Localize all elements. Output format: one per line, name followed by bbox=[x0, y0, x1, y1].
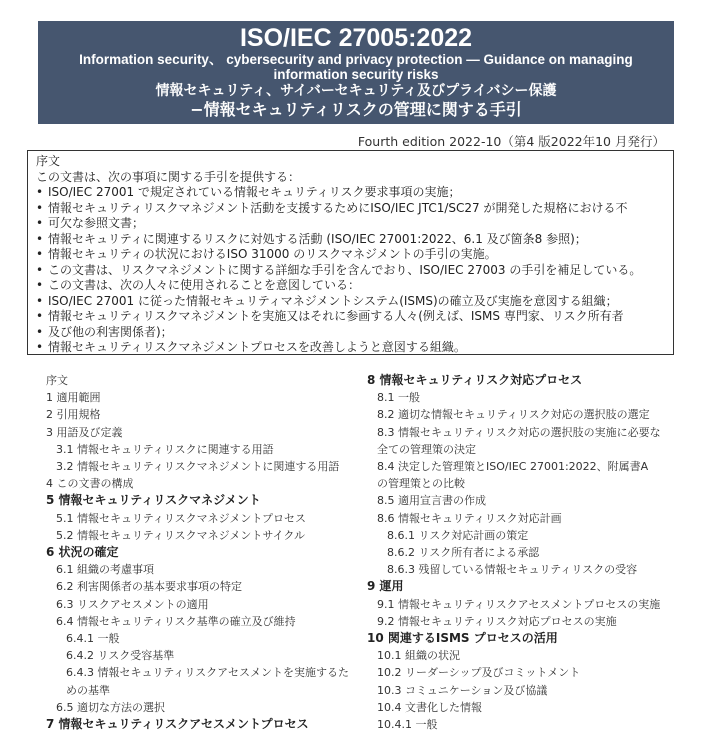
toc-entry[interactable]: 9.1 情報セキュリティリスクアセスメントプロセスの実施 bbox=[377, 597, 661, 611]
toc-entry[interactable]: 6.5 適切な方法の選択 bbox=[56, 700, 165, 714]
table-of-contents-left-column bbox=[46, 372, 366, 733]
toc-entry[interactable]: 序文 bbox=[46, 374, 68, 387]
toc-entry[interactable]: 6.4.1 一般 bbox=[66, 632, 120, 646]
subtitle-japanese-line2: −情報セキュリティリスクの管理に関する手引 bbox=[190, 100, 522, 119]
toc-entry[interactable]: 3.1 情報セキュリティリスクに関連する用語 bbox=[56, 442, 274, 456]
toc-entry[interactable]: 6.2 利害関係者の基本要求事項の特定 bbox=[56, 580, 242, 594]
toc-entry[interactable]: 8.6.3 残留している情報セキュリティリスクの受容 bbox=[387, 563, 638, 577]
toc-entry[interactable]: 6.4 情報セキュリティリスク基準の確立及び維持 bbox=[56, 614, 296, 628]
toc-entry[interactable]: 10.3 コミュニケーション及び協議 bbox=[377, 683, 548, 697]
toc-entry[interactable]: 10.2 リーダーシップ及びコミットメント bbox=[377, 666, 581, 680]
preface-bullet: • 情報セキュリティリスクマネジメントプロセスを改善しようと意図する組織。 bbox=[36, 340, 673, 356]
toc-entry[interactable]: 8.4 決定した管理策とISO/IEC 27001:2022、附属書A bbox=[377, 460, 649, 474]
toc-entry[interactable]: 3 用語及び定義 bbox=[46, 425, 123, 439]
toc-entry[interactable]: 4 この文書の構成 bbox=[46, 477, 134, 491]
preface-bullet: • ISO/IEC 27001 に従った情報セキュリティマネジメントシステム(ISMS)の確立及び実施を意図する組織； bbox=[36, 294, 673, 310]
preface-bullet: • 情報セキュリティに関連するリスクに対処する活動 (ISO/IEC 27001:2022、6.1 及び箇条8 参照)； bbox=[36, 232, 673, 248]
toc-entry[interactable]: 8 情報セキュリティリスク対応プロセス bbox=[367, 373, 583, 387]
toc-entry[interactable]: 6 状況の確定 bbox=[46, 545, 119, 560]
preface-bullet: • 及び他の利害関係者)； bbox=[36, 325, 673, 341]
document-title-banner bbox=[38, 21, 674, 124]
toc-entry[interactable]: 2 引用規格 bbox=[46, 408, 101, 422]
toc-entry[interactable]: 全ての管理策の決定 bbox=[377, 442, 476, 456]
toc-entry[interactable]: 5 情報セキュリティリスクマネジメント bbox=[46, 493, 261, 508]
subtitle-english-line1: Information security、 cybersecurity and privacy protection — Guidance on managing bbox=[79, 52, 633, 67]
toc-entry[interactable]: 9.2 情報セキュリティリスク対応プロセスの実施 bbox=[377, 614, 617, 628]
preface-bullet: • 情報セキュリティの状況におけるISO 31000 のリスクマネジメントの手引の実施。 bbox=[36, 247, 673, 263]
toc-entry[interactable]: 5.1 情報セキュリティリスクマネジメントプロセス bbox=[56, 511, 307, 525]
toc-entry[interactable]: 10.1 組織の状況 bbox=[377, 649, 460, 663]
toc-entry[interactable]: 9 運用 bbox=[367, 579, 404, 594]
preface-bullet: • ISO/IEC 27001 で規定されている情報セキュリティリスク要求事項の実施； bbox=[36, 185, 673, 201]
preface-heading: 序文 bbox=[36, 154, 61, 168]
toc-entry[interactable]: めの基準 bbox=[66, 683, 110, 697]
preface-bullet: • この文書は、次の人々に使用されることを意図している： bbox=[36, 278, 673, 294]
toc-entry[interactable]: 6.4.3 情報セキュリティリスクアセスメントを実施するた bbox=[66, 666, 350, 680]
toc-entry[interactable]: 8.6.1 リスク対応計画の策定 bbox=[387, 528, 529, 542]
toc-entry[interactable]: 8.5 適用宣言書の作成 bbox=[377, 494, 486, 508]
toc-entry[interactable]: 10 関連するISMS プロセスの活用 bbox=[367, 631, 558, 646]
toc-entry[interactable]: 6.3 リスクアセスメントの適用 bbox=[56, 597, 209, 611]
toc-entry[interactable]: の管理策との比較 bbox=[377, 477, 465, 491]
toc-entry[interactable]: 8.3 情報セキュリティリスク対応の選択肢の実施に必要な bbox=[377, 425, 661, 439]
preface-bullet: • 情報セキュリティリスクマネジメントを実施又はそれに参画する人々(例えば、ISMS 専門家、リスク所有者 bbox=[36, 309, 673, 325]
preface-bullet: • 情報セキュリティリスクマネジメント活動を支援するためにISO/IEC JTC1/SC27 が開発した規格における不 bbox=[36, 201, 673, 217]
subtitle-english-line2: information security risks bbox=[273, 67, 439, 82]
toc-entry[interactable]: 8.1 一般 bbox=[377, 391, 420, 405]
document-title: ISO/IEC 27005:2022 bbox=[239, 24, 473, 52]
table-of-contents-right-column bbox=[367, 372, 687, 733]
preface-bullet: • 可欠な参照文書； bbox=[36, 216, 673, 232]
subtitle-japanese-line1: 情報セキュリティ、サイバーセキュリティ及びプライバシー保護 bbox=[155, 83, 557, 99]
toc-entry[interactable]: 10.4 文書化した情報 bbox=[377, 700, 482, 714]
toc-entry[interactable]: 8.6.2 リスク所有者による承認 bbox=[387, 546, 540, 560]
toc-entry[interactable]: 8.2 適切な情報セキュリティリスク対応の選択肢の選定 bbox=[377, 408, 650, 422]
preface-bullet-list bbox=[36, 185, 673, 356]
toc-entry[interactable]: 10.4.1 一般 bbox=[377, 718, 438, 732]
toc-entry[interactable]: 6.1 組織の考慮事項 bbox=[56, 563, 154, 577]
toc-entry[interactable]: 1 適用範囲 bbox=[46, 391, 101, 405]
toc-entry[interactable]: 3.2 情報セキュリティリスクマネジメントに関連する用語 bbox=[56, 460, 340, 474]
toc-entry[interactable]: 6.4.2 リスク受容基準 bbox=[66, 649, 175, 663]
toc-entry[interactable]: 7 情報セキュリティリスクアセスメントプロセス bbox=[46, 717, 309, 732]
toc-entry[interactable]: 5.2 情報セキュリティリスクマネジメントサイクル bbox=[56, 528, 306, 542]
preface-intro: この文書は、次の事項に関する手引を提供する： bbox=[36, 169, 301, 184]
edition-info: Fourth edition 2022-10（第4 版2022年10 月発行） bbox=[357, 134, 665, 149]
preface-box bbox=[27, 150, 674, 355]
preface-bullet: • この文書は、リスクマネジメントに関する詳細な手引を含んでおり、ISO/IEC 27003 の手引を補足している。 bbox=[36, 263, 673, 279]
toc-entry[interactable]: 8.6 情報セキュリティリスク対応計画 bbox=[377, 511, 562, 525]
